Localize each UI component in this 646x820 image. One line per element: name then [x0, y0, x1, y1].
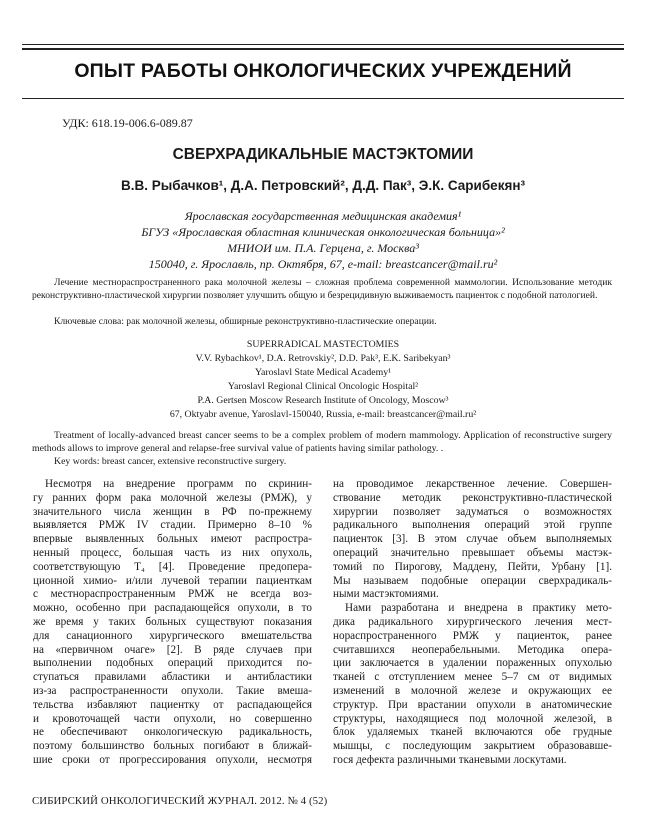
body-line: соответствующую T₄ [4]. Проведение предопера-: [33, 560, 312, 573]
body-line: выявляется РМЖ IV стадии. Примерно 8–10 %: [33, 519, 312, 532]
title-en: SUPERRADICAL MASTECTOMIES: [246, 339, 400, 350]
body-line: на проводимое лекарственное лечение. Совершен-: [333, 478, 612, 490]
body-line: же время у таких больных существуют показания: [33, 615, 312, 628]
affiliation-ru-3: МНИОИ им. П.А. Герцена, г. Москва³: [227, 241, 419, 255]
journal-footer: СИБИРСКИЙ ОНКОЛОГИЧЕСКИЙ ЖУРНАЛ. 2012. № 4 (52): [32, 795, 328, 807]
body-line: не обеспечивают онкологическую радикальность,: [33, 726, 312, 739]
affiliation-en-2: Yaroslavl Regional Clinical Oncologic Hospital²: [227, 381, 419, 392]
body-line: Нами разработана и внедрена в практику мето-: [345, 602, 612, 615]
body-line: из-за распространенности опухоли. Такие вмеша-: [33, 684, 312, 697]
body-line: ствование методик реконструктивно-пластической: [333, 491, 612, 504]
body-line: ными мастэктомиями.: [333, 588, 439, 601]
affiliation-en-4: 67, Oktyabr avenue, Yaroslavl-150040, Russia, e-mail: breastcancer@mail.ru²: [169, 409, 477, 420]
affiliation-ru-4: 150040, г. Ярославль, пр. Октября, 67, e-mail: breastcancer@mail.ru²: [148, 257, 498, 271]
body-line: хирургии позволяет задуматься о возможностях: [333, 505, 612, 518]
body-line: ции заключается в удалении пораженных опухолью: [333, 657, 612, 670]
body-line: тельства избавляют пациентку от распадающейся: [33, 698, 312, 711]
body-line: мышцы, с последующим закрытием образовавше-: [333, 740, 612, 753]
authors-en: V.V. Rybachkov¹, D.A. Retrovskiy², D.D. Pak³, E.K. Saribekyan³: [195, 353, 451, 364]
body-line: структур. При врастании опухоли в анатомические: [333, 698, 612, 711]
body-line: томий по Пирогову, Маддену, Пейти, Урбану [1].: [333, 560, 612, 573]
body-line: Мы называем подобные операции сверхрадикаль-: [333, 574, 612, 587]
body-column-right: [333, 478, 612, 768]
keywords-ru-block: [32, 316, 612, 329]
body-line: блок удаляемых тканей включаются обе грудные: [333, 726, 612, 739]
body-line: для санационного хирургического вмешательства: [33, 629, 312, 642]
body-line: изменений в молочной железе и окружающих ее: [333, 684, 612, 697]
body-line: выполнении подобных операций приходится по-: [33, 657, 312, 670]
body-line: шие сроки от прогрессирования опухоли, несмотря: [33, 753, 312, 766]
top-rule-thin: [22, 44, 624, 45]
body-line: на «первичном очаге» [2]. В ряде случаев при: [33, 643, 312, 656]
abstract-ru: [32, 277, 612, 303]
article-title-ru: СВЕРХРАДИКАЛЬНЫЕ МАСТЭКТОМИИ: [172, 146, 474, 163]
journal-section-header: ОПЫТ РАБОТЫ ОНКОЛОГИЧЕСКИХ УЧРЕЖДЕНИЙ: [74, 60, 572, 82]
body-line: пациенток [3]. В этом случае объем выполняемых: [333, 533, 612, 546]
body-line: Несмотря на внедрение программ по скринин-: [45, 478, 312, 490]
abstract-en: [32, 430, 612, 456]
body-line: структуры, находящиеся под молочной железой, в: [333, 712, 612, 725]
top-rule-thick: [22, 48, 624, 50]
keywords-ru: Ключевые слова: рак молочной железы, обширные реконструктивно-пластические операции.: [54, 316, 437, 327]
keywords-en-block: [32, 456, 612, 469]
body-line: тканей с отступлением менее 5–7 см от видимых: [333, 671, 612, 684]
abstract-en-text: Treatment of locally-advanced breast cancer seems to be a complex problem of modern mammology. Application of reconstructive surgery methods allows to improve general and relapse-free survival value of patients having similar pathology. .: [32, 430, 612, 454]
body-line: нораспространенного РМЖ у пациенток, ранее: [333, 629, 612, 642]
abstract-ru-text: Лечение местнораспространенного рака молочной железы – сложная проблема современной маммологии. Использование методик реконструктивно-пластической хирургии позволяет улучшить общую и безрецидивную выживаемость пациенток с подобной патологией.: [32, 277, 612, 301]
body-line: впервые выявленных больных имеют распростра-: [33, 533, 312, 546]
body-line: считавшихся неоперабельными. Методика опера-: [333, 643, 612, 656]
keywords-en: Key words: breast cancer, extensive reconstructive surgery.: [54, 456, 287, 467]
body-column-left: [33, 478, 312, 768]
udk-code: УДК: 618.19-006.6-089.87: [62, 116, 193, 130]
body-line: гу ранних форм рака молочной железы (РМЖ), у: [33, 491, 312, 504]
affiliation-en-1: Yaroslavl State Medical Academy¹: [254, 367, 392, 378]
body-line: ционной химио- и/или лучевой терапии пациенткам: [33, 574, 312, 587]
body-line: дика радикального хирургического лечения мест-: [333, 615, 612, 628]
body-line: поэтому большинство больных погибают в ближай-: [33, 740, 312, 753]
body-line: радикального выполнения операций этой группе: [333, 519, 612, 532]
body-line: значительного числа женщин в РФ по-прежнему: [33, 505, 312, 518]
body-line: и кровоточащей части опухоли, но совершенно: [33, 712, 312, 725]
body-line: с местнораспространенным РМЖ не всегда воз-: [33, 588, 312, 601]
body-line: гося дефекта различными тканевыми лоскутами.: [333, 753, 567, 766]
body-line: можно, особенно при распадающейся опухоли, в то: [33, 602, 312, 615]
affiliation-en-3: P.A. Gertsen Moscow Research Institute of Oncology, Moscow³: [197, 395, 449, 406]
affiliation-ru-2: БГУЗ «Ярославская областная клиническая онкологическая больница»²: [141, 225, 505, 239]
header-bottom-rule: [22, 98, 624, 99]
body-line: ступаться правилами абластики и антибластики: [33, 671, 312, 684]
body-line: ненный процесс, большая часть из них опухоль,: [33, 546, 312, 559]
affiliation-ru-1: Ярославская государственная медицинская академия¹: [184, 209, 462, 223]
authors-ru: В.В. Рыбачков¹, Д.А. Петровский², Д.Д. Пак³, Э.К. Сарибекян³: [121, 178, 525, 193]
body-line: операций значительно превышает объемы мастэк-: [333, 546, 612, 559]
